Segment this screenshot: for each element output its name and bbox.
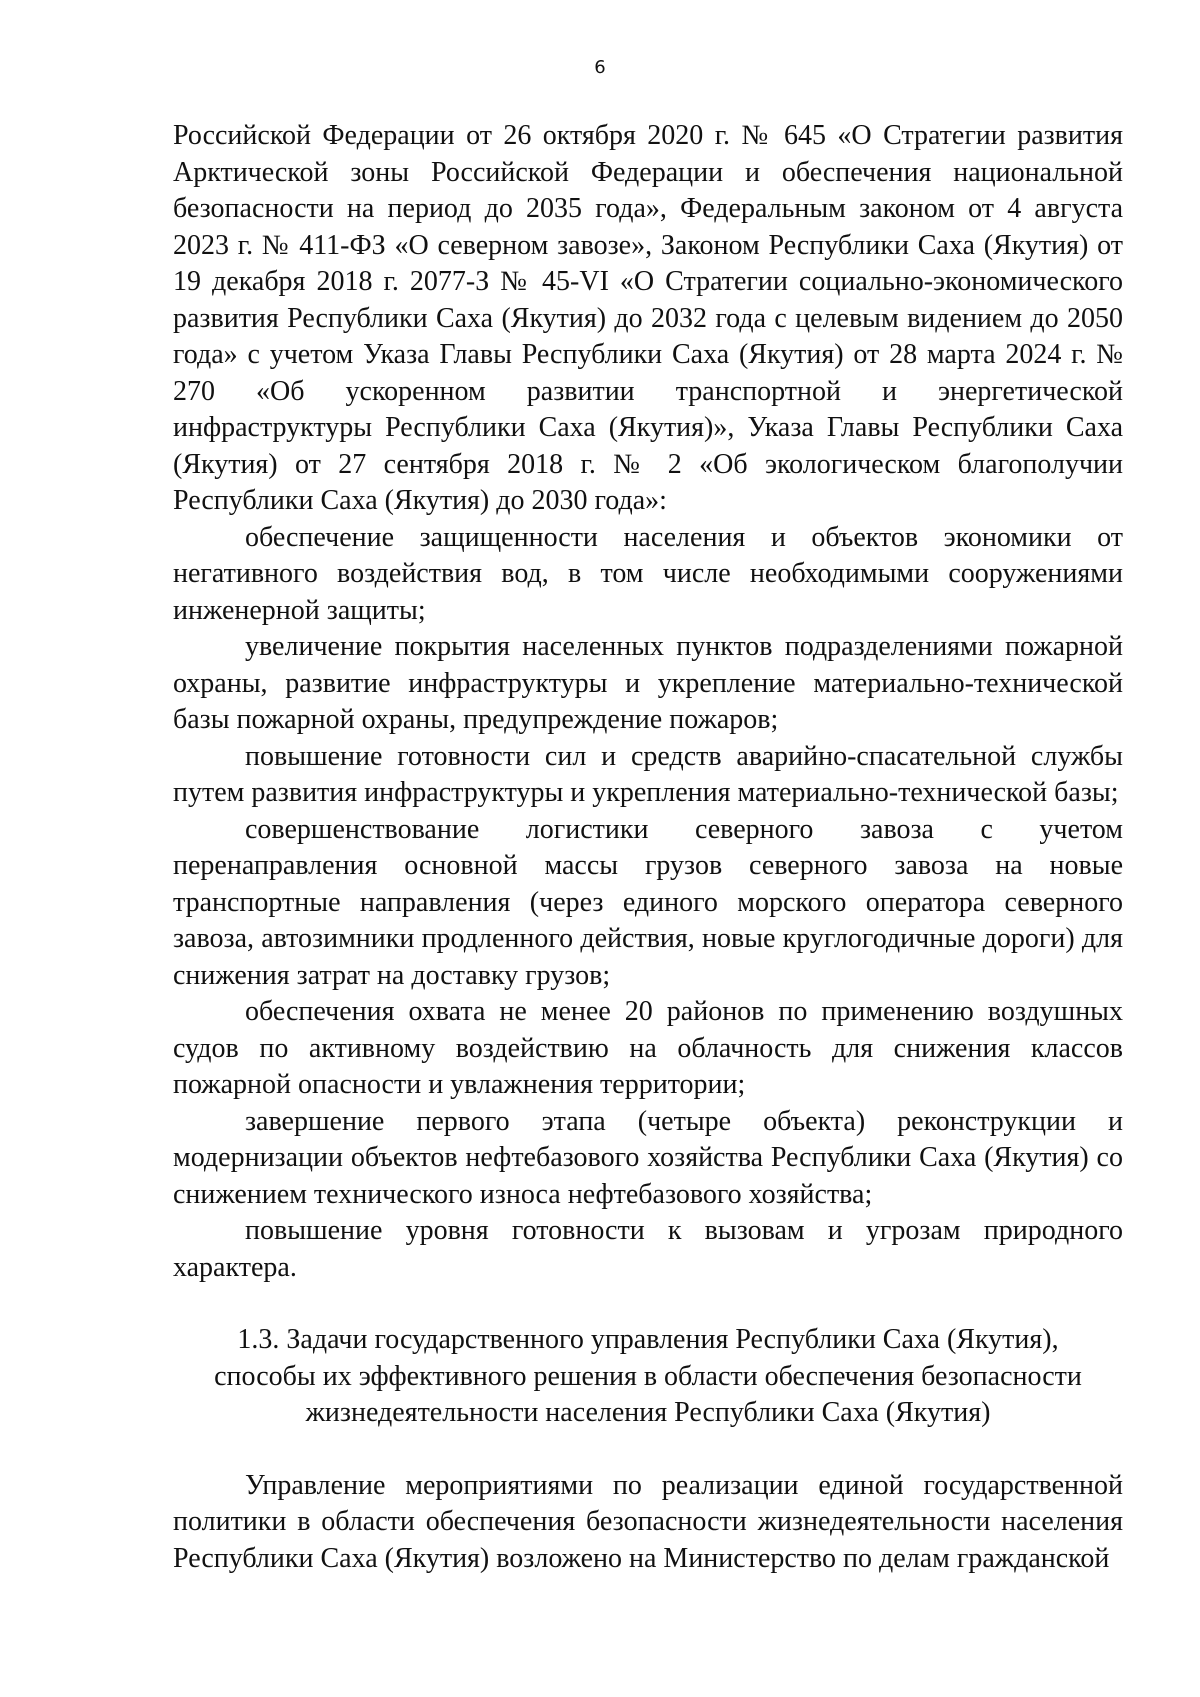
page-number: 6	[594, 57, 606, 78]
list-item: обеспечения охвата не менее 20 районов по применению воздушных судов по активному воздействию на облачность для снижения классов пожарной опасности и увлажнения территории;	[173, 996, 1123, 1100]
document-body	[173, 118, 1123, 1577]
list-item: совершенствование логистики северного завоза с учетом перенаправления основной массы грузов северного завоза на новые транспортные направления (через единого морского оператора северного завоза, автозимники продленного действия, новые круглогодичные дороги) для снижения затрат на доставку грузов;	[173, 813, 1123, 991]
paragraph: Управление мероприятиями по реализации единой государственной политики в области обеспечения безопасности жизнедеятельности населения Республики Саха (Якутия) возложено на Министерство по делам гражданской	[173, 1469, 1123, 1574]
list-item: повышение уровня готовности к вызовам и угрозам природного характера.	[173, 1215, 1123, 1283]
list-item: завершение первого этапа (четыре объекта) реконструкции и модернизации объектов нефтебазового хозяйства Республики Саха (Якутия) со снижением технического износа нефтебазового хозяйства;	[173, 1105, 1123, 1210]
section-heading-line: 1.3. Задачи государственного управления Республики Саха (Якутия),	[237, 1324, 1059, 1355]
section-heading	[173, 1322, 1123, 1432]
list-item: обеспечение защищенности населения и объектов экономики от негативного воздействия вод, в том числе необходимыми сооружениями инженерной защиты;	[173, 521, 1123, 626]
list-item: повышение готовности сил и средств аварийно-спасательной службы путем развития инфраструктуры и укрепления материально-технической базы;	[173, 740, 1123, 808]
list-item: увеличение покрытия населенных пунктов подразделениями пожарной охраны, развитие инфраструктуры и укрепление материально-технической базы пожарной охраны, предупреждение пожаров;	[173, 631, 1123, 735]
paragraph-continuation: Российской Федерации от 26 октября 2020 г. № 645 «О Стратегии развития Арктической зоны Российской Федерации и обеспечения национальной безопасности на период до 2035 года», Федеральным законом от 4 августа 2023 г. № 411-ФЗ «О северном завозе», Законом Республики Саха (Якутия) от 19 декабря 2018 г. 2077-З № 45-VI «О Стратегии социально-экономического развития Республики Саха (Якутия) до 2032 года с целевым видением до 2050 года» с учетом Указа Главы Республики Саха (Якутия) от 28 марта 2024 г. № 270 «Об ускоренном развитии транспортной и энергетической инфраструктуры Республики Саха (Якутия)», Указа Главы Республики Саха (Якутия) от 27 сентября 2018 г. № 2 «Об экологическом благополучии Республики Саха (Якутия) до 2030 года»:	[173, 120, 1123, 516]
section-heading-line: способы их эффективного решения в области обеспечения безопасности	[214, 1360, 1082, 1392]
section-heading-line: жизнедеятельности населения Республики Саха (Якутия)	[305, 1397, 991, 1428]
